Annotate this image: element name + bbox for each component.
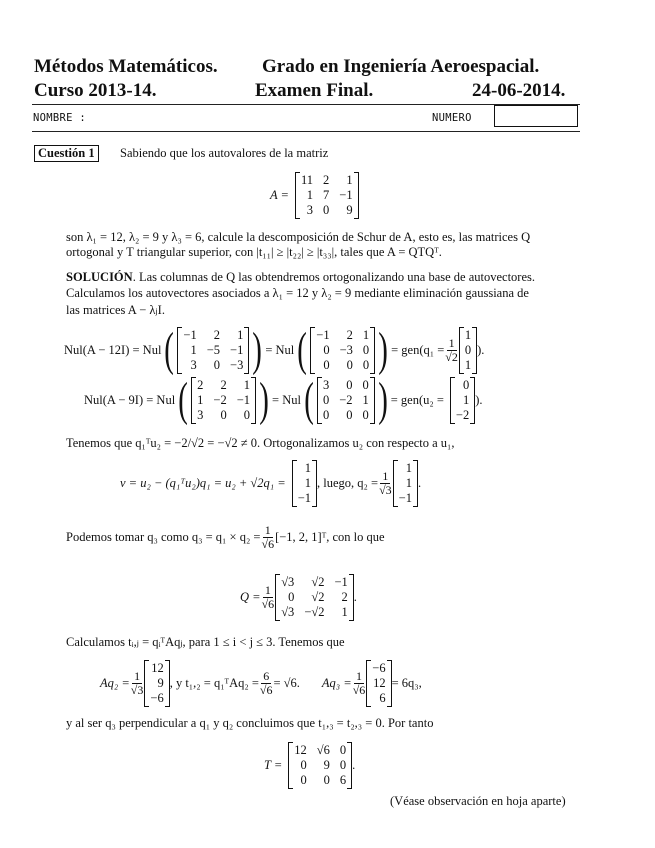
Q-entry: −√2 [304,605,325,619]
course-title: Métodos Matemáticos. [34,56,218,77]
nul-9-m2-entry: 1 [362,392,369,407]
nul-9-m2-entry: 3 [322,377,330,392]
u2-vector [450,377,475,424]
nul-12-left: Nul(A − 12I) = Nul [64,342,162,357]
T-entry: 12 [294,743,307,757]
aq2-entry: −6 [150,691,164,705]
q1-vector [459,327,477,374]
nul-9-m1-entry: 1 [197,392,204,407]
nul-12-m2-entry: 2 [346,327,353,342]
matrix-A-equation [270,172,359,219]
u2-entry: 1 [462,392,470,407]
nul-12-m1-entry: 0 [213,357,221,372]
aq3-entry: −6 [372,661,386,675]
aq3-vector [366,660,391,707]
matrix-A-entry: 1 [346,173,353,187]
t12-end: = √6. [273,676,300,690]
degree-title: Grado en Ingeniería Aeroespacial. [262,56,540,77]
q1-entry: 0 [464,342,472,357]
Q-matrix [275,574,354,621]
aq2-entry: 12 [151,661,164,675]
nul-12-m1-entry: −3 [230,357,244,372]
ortho-line: Tenemos que q₁ᵀu₂ = −2/√2 = −√2 ≠ 0. Ortogonalizamos u₂ con respecto a u₁, [66,436,455,450]
nul-9-eq: = Nul [272,392,301,407]
q1-entry: 1 [464,357,472,372]
nul-9-m2-entry: 0 [362,407,369,422]
nul-9-equation: Nul(A − 9I) = Nul ( 2 2 1 1 −2 −1 3 0 0 ) = Nul ( 3 0 0 0 −2 1 0 0 0 ) = gen(u₂ = 0 1 −2 ). [84,373,483,426]
nul-9-m1-entry: 1 [243,377,251,392]
nul-12-equation: Nul(A − 12I) = Nul ( −1 2 1 1 −5 −1 3 0 −3 ) = Nul ( −1 2 1 0 −3 0 0 0 0 ) = gen(q₁ = $\frac{1}{√2}$ 1 0 1 ). [64,323,485,376]
gen-u2: = gen(u₂ = [390,392,444,407]
Q-equation [240,574,357,621]
nul-9-m2-entry: 0 [322,407,330,422]
nul-9-m1-entry: 3 [197,407,204,422]
aq2-vector [144,660,169,707]
Q-entry: √3 [281,605,295,619]
T-entry: 6 [339,773,347,787]
v-entry: 1 [304,461,311,475]
name-label: NOMBRE : [33,112,86,124]
name-divider [32,131,580,132]
nul-9-m1-entry: 0 [220,407,227,422]
question-intro: Sabiendo que los autovalores de la matriz [120,146,329,160]
nul-9-m1-entry: −2 [213,392,227,407]
nul-12-m2-entry: 0 [323,357,330,372]
frac-Q: $\frac{1}{√6}$ [261,583,275,611]
q2-vector [393,460,418,507]
matrix-A-name: A = [270,188,289,202]
Q-entry: 1 [341,605,348,619]
exam-date: 24-06-2014. [472,80,566,101]
T-eq-text: T = [264,758,283,772]
matrix-A-entry: 9 [346,203,353,217]
q3-line [66,524,385,551]
frac-1-sqrt2: $\frac{1}{√2}$ [445,335,458,364]
matrix-A-entry: 3 [306,203,314,217]
nul-9-m2-entry: 0 [346,407,353,422]
u2-entry: 0 [462,377,470,392]
nul-9-m1-entry: 0 [243,407,251,422]
nul-9-m2-entry: 0 [322,392,330,407]
nul-9-m1-entry: −1 [236,392,251,407]
matrix-A [295,172,359,219]
aq-equation [100,660,422,707]
nul-12-m2-entry: 1 [362,327,370,342]
frac-1-sqrt3: $\frac{1}{√3}$ [379,469,392,497]
nul-12-m1-entry: 3 [190,357,197,372]
t12-text: , y t₁,₂ = q₁ᵀAq₂ = [169,676,259,690]
solution-line-1-text: . Las columnas de Q las obtendremos ortogonalizando una base de autovectores. [132,270,535,284]
t-line: Calculamos tᵢ,ⱼ = qᵢᵀAqⱼ, para 1 ≤ i < j ≤ 3. Tenemos que [66,635,345,649]
nul-12-m2-entry: 0 [362,357,370,372]
Q-entry: √2 [311,575,325,589]
q2-entry: 1 [405,476,412,490]
nul-12-m1-entry: 2 [213,327,221,342]
frac-aq3: $\frac{1}{√6}$ [352,669,366,697]
Q-entry: 2 [341,590,348,604]
aq3-entry: 6 [379,691,386,705]
v-eq-text: v = u₂ − (q₁ᵀu₂)q₁ = u₂ + √2q₁ = [120,476,286,490]
aq2-eq: Aq₂ = [100,676,130,690]
note: (Véase observación en hoja aparte) [390,794,566,808]
matrix-A-entry: −1 [339,188,353,202]
solution-line-3: las matrices A − λⱼI. [66,303,165,317]
nul-9-m2-entry: 0 [362,377,369,392]
nul-12-m2-entry: −1 [316,327,330,342]
matrix-A-entry: 2 [323,173,330,187]
solution-line-2: Calculamos los autovectores asociados a λ₁ = 12 y λ₂ = 9 mediante eliminación gaussiana de [66,286,529,300]
v-vector [292,460,317,507]
gen-q1: = gen(q₁ = [391,342,445,357]
q1-entry: 1 [464,327,472,342]
exam-title: Examen Final. [255,80,374,101]
T-entry: 0 [339,743,347,757]
course-year: Curso 2013-14. [34,80,157,101]
T-entry: 0 [339,758,347,772]
nul-9-matrix-1 [191,377,256,424]
matrix-A-entry: 0 [323,203,330,217]
T-equation [264,742,355,789]
nul-12-m2-entry: 0 [323,342,330,357]
T-matrix [288,742,352,789]
nul-9-matrix-2 [317,377,375,424]
question-text-2: ortogonal y T triangular superior, con |t₁₁| ≥ |t₂₂| ≥ |t₃₃|, tales que A = QTQᵀ. [66,245,442,259]
matrix-A-entry: 7 [323,188,330,202]
nul-12-m1-entry: −1 [183,327,197,342]
v-equation [120,460,421,507]
frac-1-sqrt6: $\frac{1}{√6}$ [261,523,275,551]
period-1: . [417,476,422,490]
perp-line: y al ser q₃ perpendicular a q₁ y q₂ concluimos que t₁,₃ = t₂,₃ = 0. Por tanto [66,716,434,730]
nul-9-m2-entry: −2 [339,392,353,407]
nul-12-m1-entry: 1 [190,342,197,357]
q2-entry: −1 [398,491,412,505]
Q-entry: √3 [281,575,295,589]
luego-text: , luego, q₂ = [317,476,379,490]
frac-aq2: $\frac{1}{√3}$ [130,669,144,697]
period-2: . [353,590,357,604]
nul-12-m2-entry: −3 [339,342,353,357]
aq3-entry: 12 [373,676,386,690]
solution-line-1 [66,270,535,285]
q3-text-a: Podemos tomar q₃ como q₃ = q₁ × q₂ = [66,530,261,544]
nul-12-m1-entry: −5 [206,342,221,357]
aq2-entry: 9 [157,676,164,690]
nul-12-m2-entry: 0 [362,342,370,357]
matrix-A-entry: 11 [300,173,314,187]
T-entry: 0 [323,773,330,787]
aq3-eq: Aq₃ = [321,676,352,690]
question-text-1: son λ₁ = 12, λ₂ = 9 y λ₃ = 6, calcule la descomposición de Schur de A, esto es, las matrices Q [66,230,531,244]
matrix-A-entry: 1 [306,188,314,202]
Q-entry: −1 [334,575,348,589]
question-label: Cuestión 1 [34,145,99,162]
nul-12-m2-entry: 0 [346,357,353,372]
period-3: . [352,758,356,772]
nul-12-eq: = Nul [265,342,295,357]
u2-entry: −2 [455,407,470,422]
nul-9-left: Nul(A − 9I) = Nul [84,392,176,407]
number-box[interactable] [494,105,578,127]
close-paren-2: ). [475,392,483,407]
q3-text-b: [−1, 2, 1]ᵀ, con lo que [275,530,385,544]
solution-label: SOLUCIÓN [66,270,133,284]
aq3-end: = 6q₃, [391,676,422,690]
nul-12-m1-entry: 1 [237,327,244,342]
T-entry: 9 [323,758,330,772]
v-entry: 1 [304,476,311,490]
nul-12-matrix-1 [177,327,249,374]
v-entry: −1 [297,491,311,505]
T-entry: 0 [300,773,307,787]
Q-entry: 0 [288,590,295,604]
Q-entry: √2 [311,590,325,604]
Q-eq-text: Q = [240,590,261,604]
close-paren-1: ). [477,342,485,357]
nul-9-m1-entry: 2 [197,377,204,392]
nul-9-m2-entry: 0 [346,377,353,392]
number-label: NUMERO [432,112,472,124]
nul-12-matrix-2 [310,327,375,374]
T-entry: √6 [316,743,330,757]
nul-9-m1-entry: 2 [220,377,227,392]
T-entry: 0 [300,758,307,772]
nul-12-m1-entry: −1 [230,342,244,357]
q2-entry: 1 [405,461,412,475]
frac-t12: $\frac{6}{√6}$ [259,669,273,697]
